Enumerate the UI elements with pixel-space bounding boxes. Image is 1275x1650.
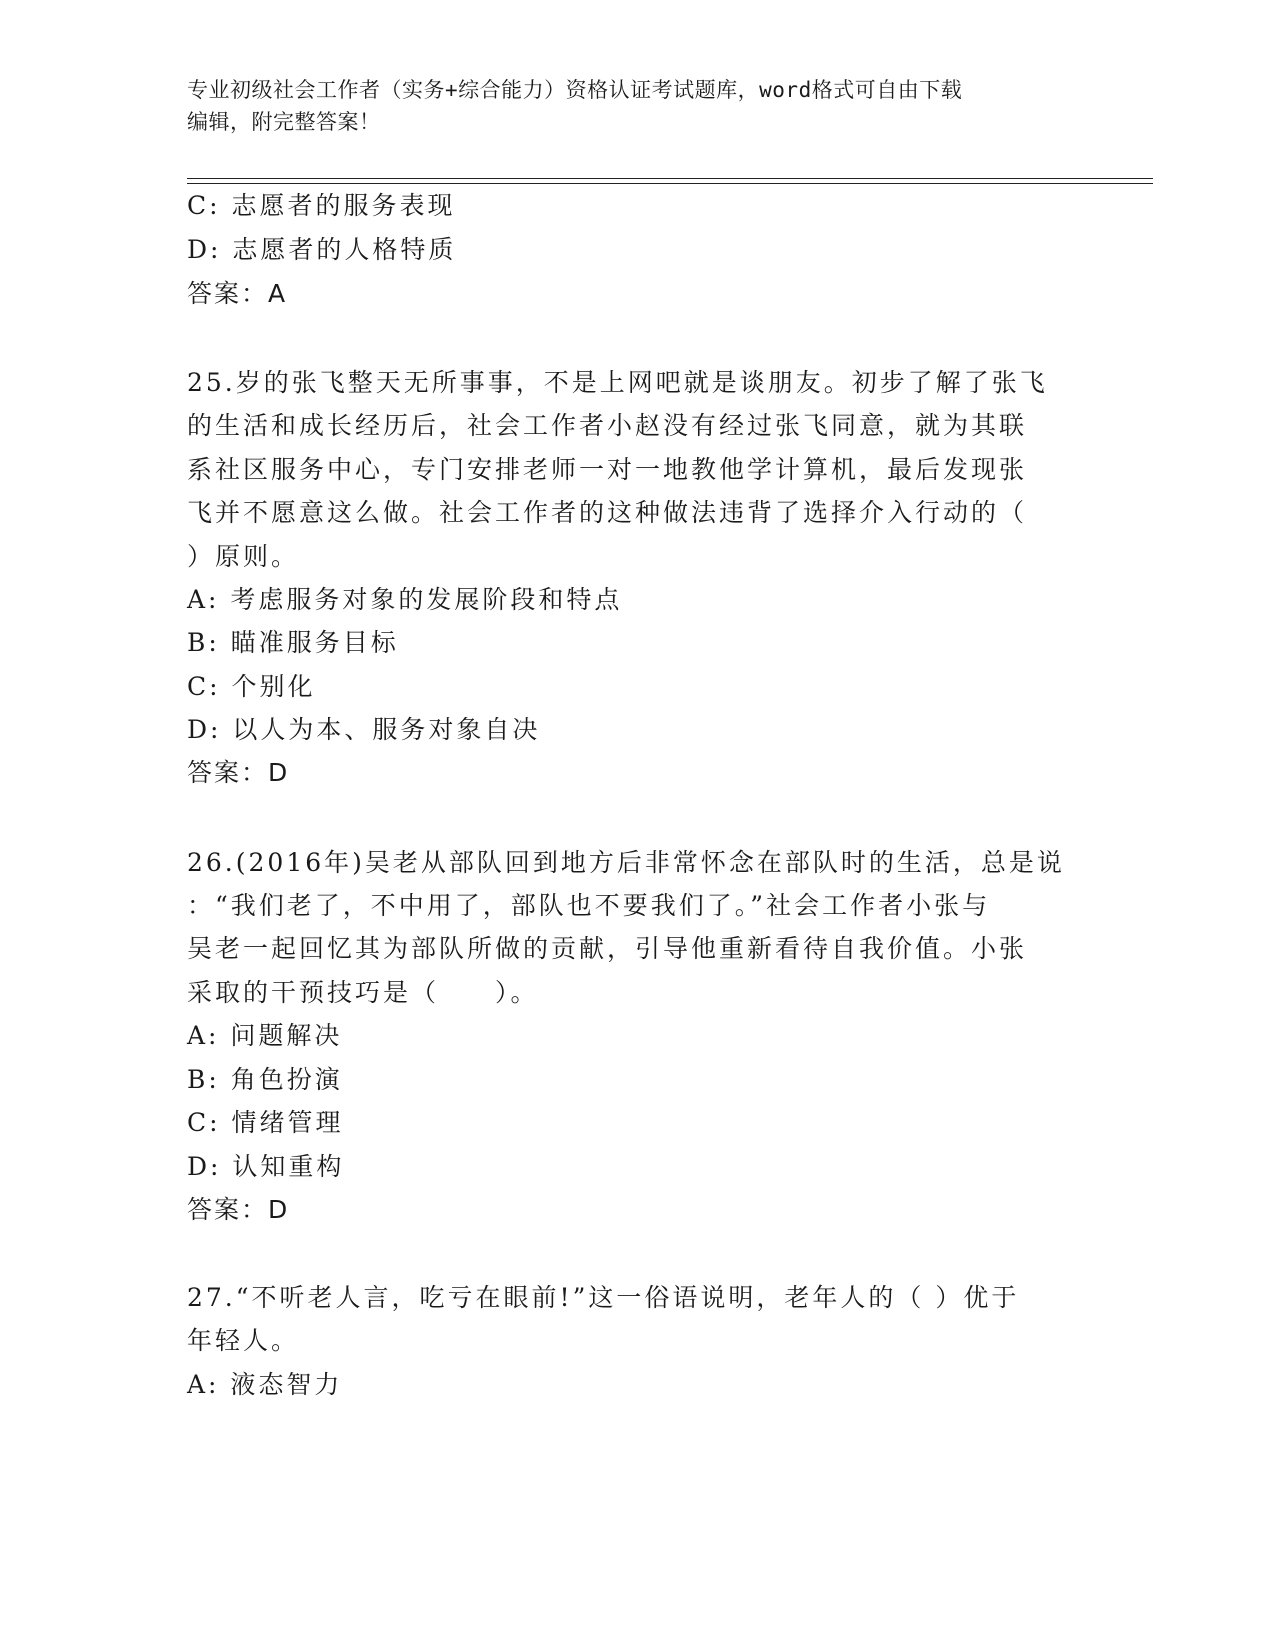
question-27-stem-line: 27.“不听老人言，吃亏在眼前!”这一俗语说明，老年人的（ ）优于 [187, 1283, 1020, 1312]
question-25-option-b: B: 瞄准服务目标 [187, 628, 399, 657]
question-27-stem-line: 年轻人。 [187, 1326, 300, 1355]
question-26-stem-line: 26.(2016年)吴老从部队回到地方后非常怀念在部队时的生活，总是说 [187, 848, 1065, 877]
page-header [187, 74, 1087, 138]
header-divider-bottom [187, 183, 1153, 184]
question-25-option-a: A: 考虑服务对象的发展阶段和特点 [187, 585, 623, 614]
question-26-stem-line: 采取的干预技巧是（ ）。 [187, 978, 539, 1007]
question-25-stem-line: 系社区服务中心，专门安排老师一对一地教他学计算机，最后发现张 [187, 455, 1028, 484]
question-25-stem-line: 的生活和成长经历后，社会工作者小赵没有经过张飞同意，就为其联 [187, 411, 1028, 440]
question-25-option-d: D: 以人为本、服务对象自决 [187, 715, 541, 744]
question-25-stem-line: 25.岁的张飞整天无所事事，不是上网吧就是谈朋友。初步了解了张飞 [187, 368, 1048, 397]
question-25-stem-line: ）原则。 [187, 542, 300, 571]
header-line-1: 专业初级社会工作者（实务+综合能力）资格认证考试题库，word格式可自由下载 [187, 78, 963, 102]
question-26-stem-line: ：“我们老了，不中用了，部队也不要我们了。”社会工作者小张与 [187, 891, 991, 920]
option-c: C: 志愿者的服务表现 [187, 191, 456, 220]
question-25-answer: 答案：D [187, 758, 290, 787]
question-27-option-a: A: 液态智力 [187, 1370, 343, 1399]
question-26-option-a: A: 问题解决 [187, 1021, 343, 1050]
header-divider-top [187, 178, 1153, 179]
question-26-option-b: B: 角色扮演 [187, 1065, 343, 1094]
question-25-stem-line: 飞并不愿意这么做。社会工作者的这种做法违背了选择介入行动的（ [187, 498, 1028, 527]
question-26-answer: 答案：D [187, 1195, 290, 1224]
answer-line: 答案：A [187, 279, 288, 308]
question-25-option-c: C: 个别化 [187, 672, 316, 701]
question-26-stem-line: 吴老一起回忆其为部队所做的贡献，引导他重新看待自我价值。小张 [187, 934, 1028, 963]
question-26-option-c: C: 情绪管理 [187, 1108, 344, 1137]
header-line-2: 编辑，附完整答案！ [187, 110, 381, 134]
option-d: D: 志愿者的人格特质 [187, 235, 457, 264]
question-26-option-d: D: 认知重构 [187, 1152, 345, 1181]
